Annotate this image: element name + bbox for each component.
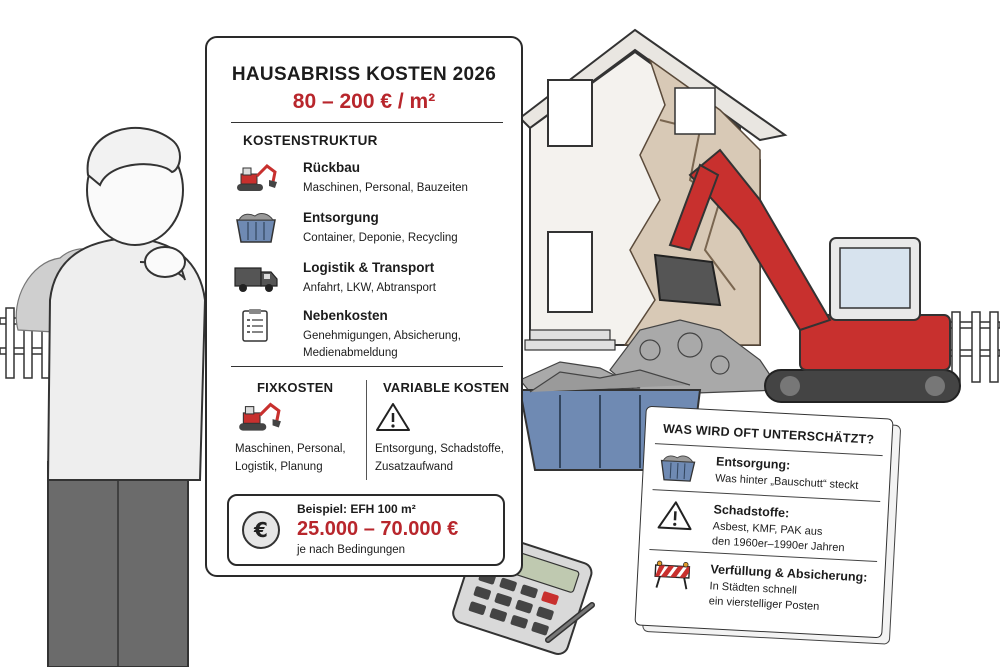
variable-desc [375,440,504,476]
desc-line: Genehmigungen, Absicherung, [303,330,461,342]
card-title: HAUSABRISS KOSTEN 2026 [231,64,497,85]
cost-item-desc: Maschinen, Personal, Bauzeiten [303,182,468,194]
excavator-icon [233,160,279,194]
desc-line: Maschinen, Personal, [235,443,346,455]
item-label: Entsorgung: [715,454,791,473]
svg-text:€: € [254,518,268,542]
cost-item-desc: Container, Deponie, Recycling [303,232,458,244]
barrier-icon [651,559,693,591]
container-icon [657,451,699,483]
euro-icon [241,510,281,550]
divider [231,366,503,367]
person-thinking-icon [48,128,205,667]
cost-item-label: Logistik & Transport [303,260,435,275]
desc-line: Medienabmeldung [303,347,398,359]
column-divider [366,380,367,480]
item-desc [708,579,879,618]
item-label: Schadstoffe: [713,502,790,521]
card-sheet [634,406,893,639]
item-desc [711,519,882,558]
underestimated-title: WAS WIRD OFT UNTERSCHÄTZT? [662,421,875,447]
divider [231,122,503,123]
warning-icon [654,499,696,531]
warning-icon [375,402,411,432]
example-note: je nach Bedingungen [297,544,406,556]
underestimated-item [656,499,880,555]
underestimated-card [634,406,893,639]
fix-desc [235,440,346,476]
desc-line: ein vierstelliger Posten [708,595,820,614]
price-range: 80 – 200 € / m² [292,90,436,113]
clipboard-icon [233,308,279,342]
underestimated-item [653,559,877,614]
example-box [227,494,505,566]
cost-card [205,36,523,577]
cost-item-desc: Anfahrt, LKW, Abtransport [303,282,436,294]
excavator-icon [235,398,283,434]
desc-line: den 1960er–1990er Jahren [711,535,845,555]
example-label: Beispiel: EFH 100 m² [297,502,416,516]
desc-line: In Städten schnell [709,580,798,597]
cost-item-label: Entsorgung [303,210,379,225]
cost-item-label: Nebenkosten [303,308,388,323]
desc-line: Zusatzaufwand [375,461,453,473]
item-label: Verfüllung & Absicherung: [710,562,868,585]
desc-line: Entsorgung, Schadstoffe, [375,443,504,455]
item-desc: Was hinter „Bauschutt“ steckt [714,472,859,492]
variable-title: VARIABLE KOSTEN [383,380,510,395]
desc-line: Asbest, KMF, PAK aus [712,520,823,539]
cost-item-desc [303,328,503,362]
container-icon [233,210,279,244]
desc-line: Logistik, Planung [235,461,323,473]
fix-title: FIXKOSTEN [257,380,334,395]
truck-icon [233,260,279,294]
cost-item-label: Rückbau [303,160,361,175]
example-range: 25.000 – 70.000 € [297,518,459,540]
section-title: KOSTENSTRUKTUR [243,133,378,148]
